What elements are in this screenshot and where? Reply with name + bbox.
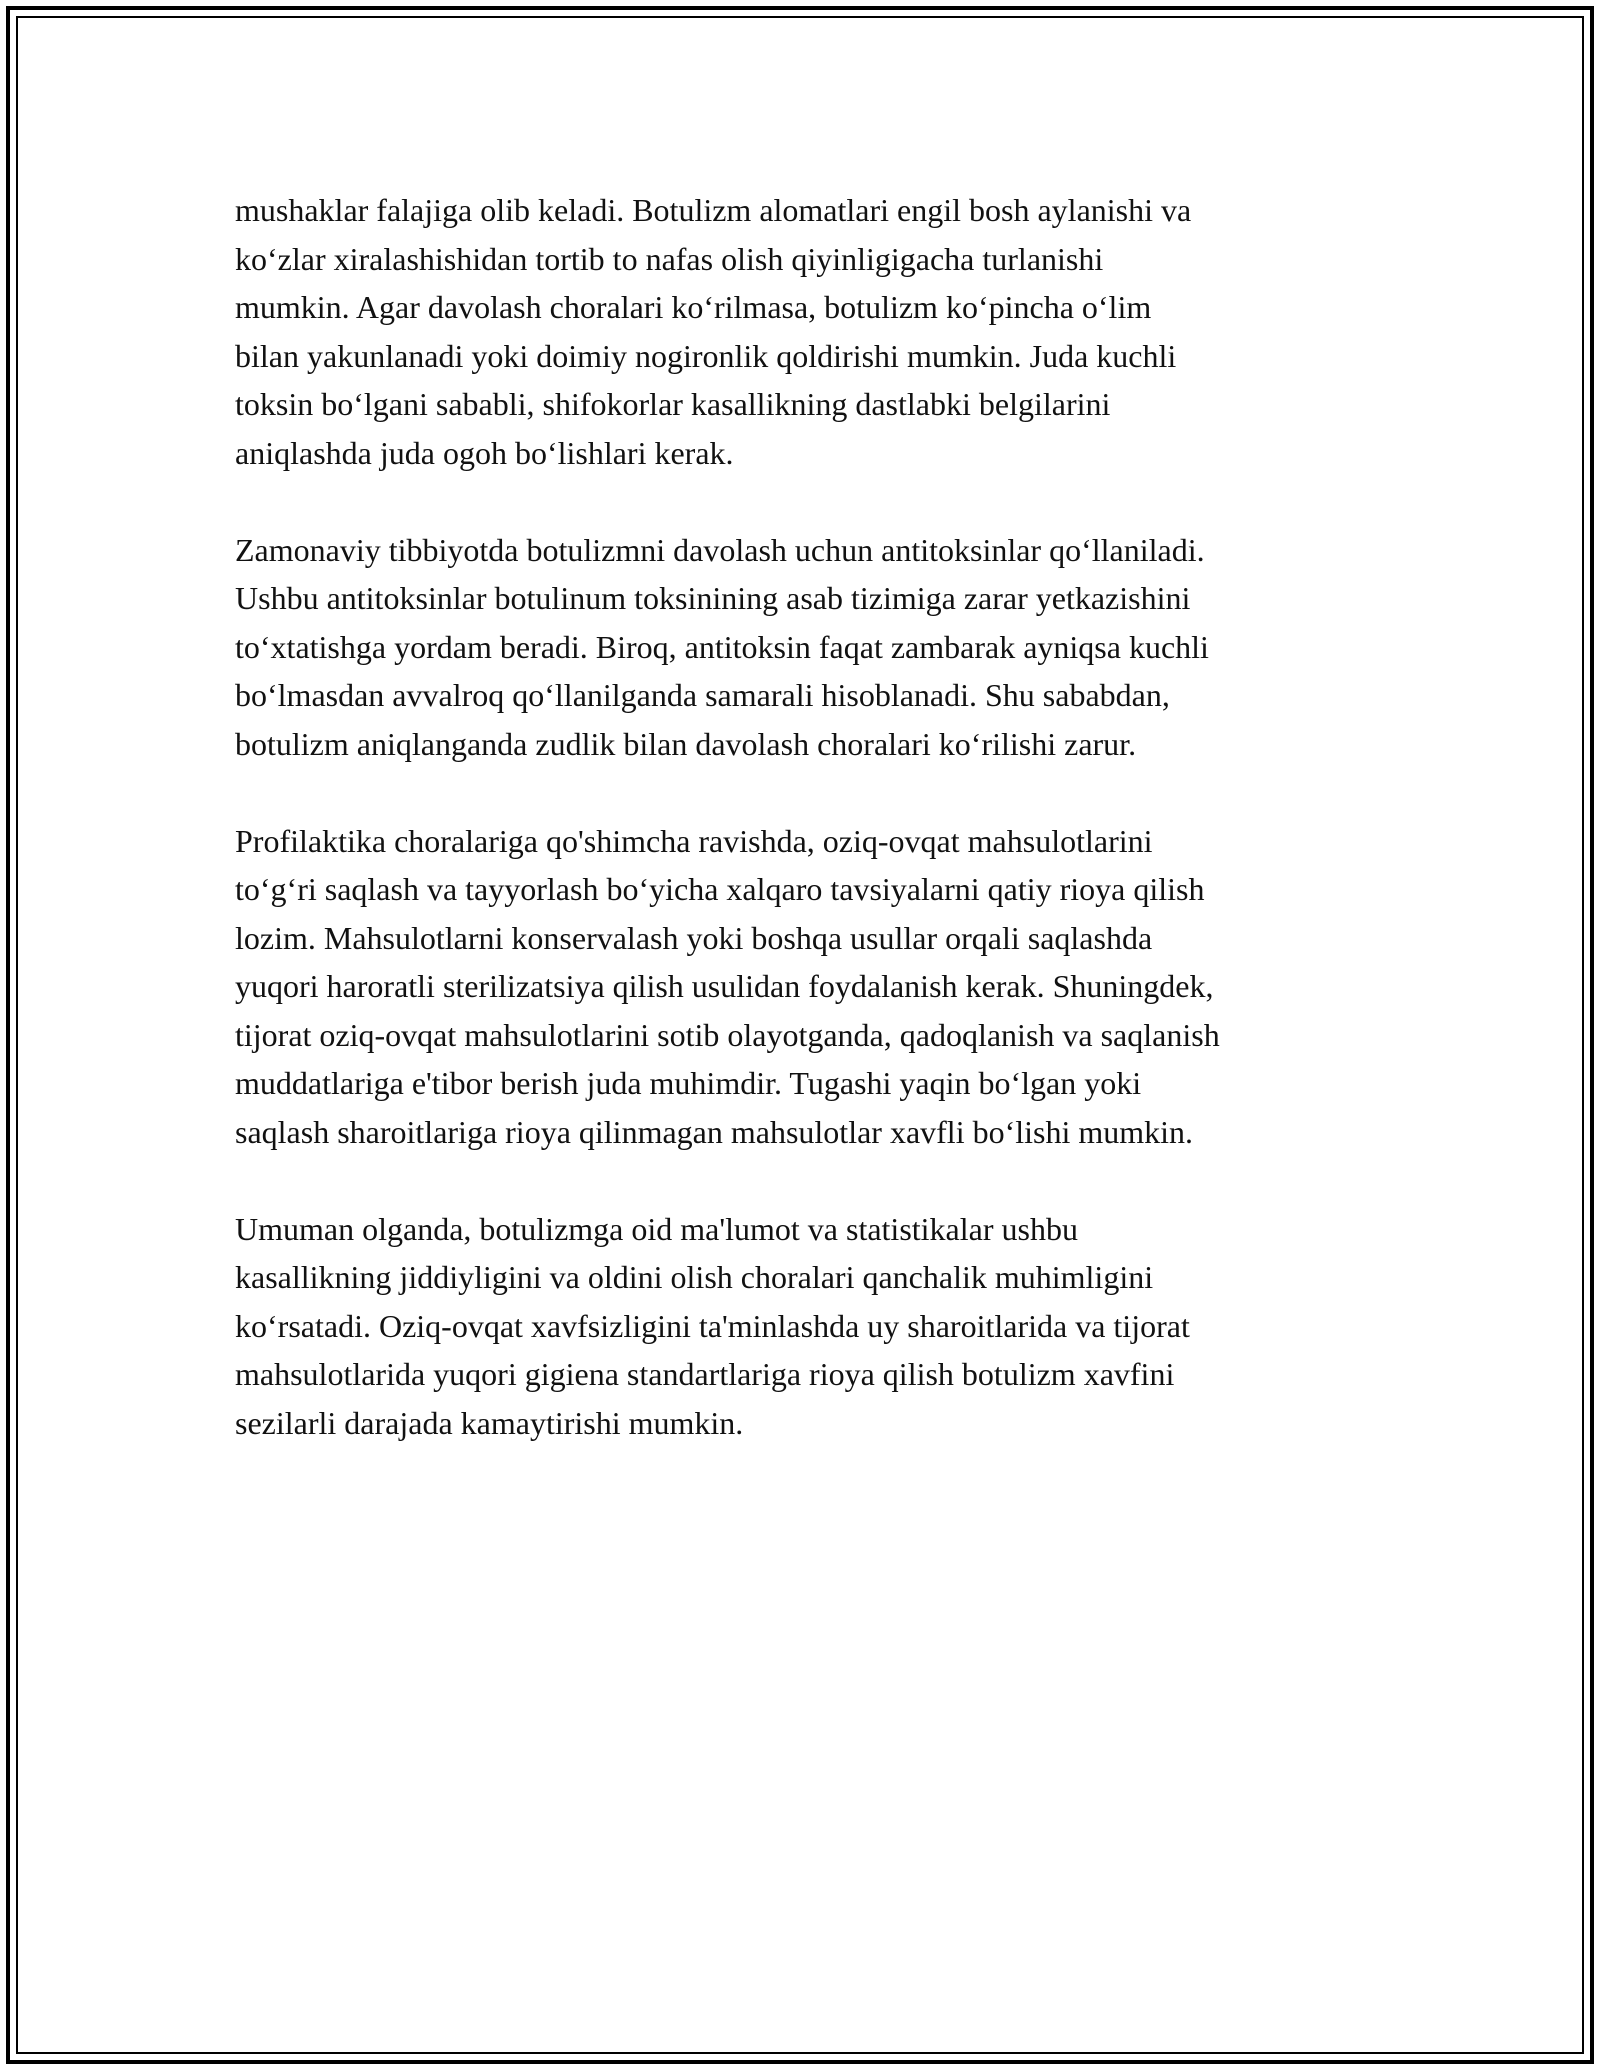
paragraph-conclusion: Umuman olganda, botulizmga oid ma'lumot va statistikalar ushbu kasallikning jiddiyligini va oldini olish choralari qanchalik muhimligini ko‘rsatadi. Oziq-ovqat xavfsizligini ta'minlashda uy sharoitlarida va tijorat mahsulotlarida yuqori gigiena standartlariga rioya qilish botulizm xavfini sezilarli darajada kamaytirishi mumkin. [235, 1210, 1190, 1441]
paragraph-prevention: Profilaktika choralariga qo'shimcha ravishda, oziq-ovqat mahsulotlarini to‘g‘ri saqlash va tayyorlash bo‘yicha xalqaro tavsiyalarni qatiy rioya qilish lozim. Mahsulotlarni konservalash yoki boshqa usullar orqali saqlashda yuqori haroratli sterilizatsiya qilish usulidan foydalanish kerak. Shuningdek, tijorat oziq-ovqat mahsulotlarini sotib olayotganda, qadoqlanish va saqlanish muddatlariga e'tibor berish juda muhimdir. Tugashi yaqin bo‘lgan yoki saqlash sharoitlariga rioya qilinmagan mahsulotlar xavfli bo‘lishi mumkin. [235, 822, 1220, 1150]
document-body [235, 186, 1375, 1496]
paragraph-treatment: Zamonaviy tibbiyotda botulizmni davolash uchun antitoksinlar qo‘llaniladi. Ushbu antitoksinlar botulinum toksinining asab tizimiga zarar yetkazishini to‘xtatishga yordam beradi. Biroq, antitoksin faqat zambarak ayniqsa kuchli bo‘lmasdan avvalroq qo‘llanilganda samarali hisoblanadi. Shu sababdan, botulizm aniqlanganda zudlik bilan davolash choralari ko‘rilishi zarur. [235, 531, 1209, 762]
paragraph-symptoms: mushaklar falajiga olib keladi. Botulizm alomatlari engil bosh aylanishi va ko‘zlar xiralashishidan tortib to nafas olish qiyinligigacha turlanishi mumkin. Agar davolash choralari ko‘rilmasa, botulizm ko‘pincha o‘lim bilan yakunlanadi yoki doimiy nogironlik qoldirishi mumkin. Juda kuchli toksin bo‘lgani sababli, shifokorlar kasallikning dastlabki belgilarini aniqlashda juda ogoh bo‘lishlari kerak. [235, 192, 1192, 471]
